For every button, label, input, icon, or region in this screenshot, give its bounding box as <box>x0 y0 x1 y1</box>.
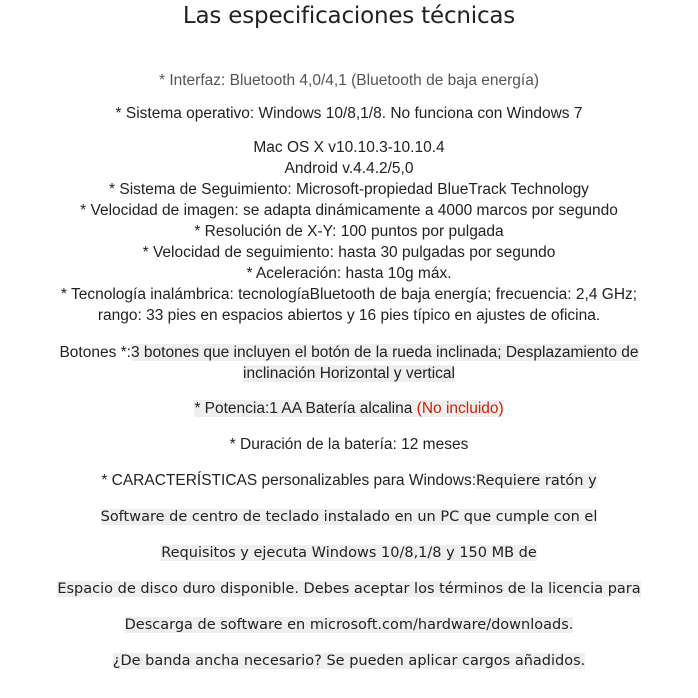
custom-text-3: Requisitos y ejecuta Windows 10/8,1/8 y 150 MB de <box>161 545 537 561</box>
spec-wireless-2: rango: 33 pies en espacios abiertos y 16 pies típico en ajustes de oficina. <box>97 307 601 324</box>
power-prefix: * Potencia: <box>194 400 270 417</box>
spec-tracking-speed: * Velocidad de seguimiento: hasta 30 pulgadas por segundo <box>142 244 556 261</box>
custom-text-6: ¿De banda ancha necesario? Se pueden aplicar cargos añadidos. <box>112 653 586 669</box>
buttons-prefix: Botones *: <box>59 344 131 361</box>
spec-interface: * Interfaz: Bluetooth 4,0/4,1 (Bluetooth de baja energía) <box>158 72 539 89</box>
buttons-text: 3 botones que incluyen el botón de la rueda inclinada; Desplazamiento de <box>130 344 639 361</box>
spec-battery-life: * Duración de la batería: 12 meses <box>229 436 469 453</box>
spec-power <box>0 400 698 418</box>
spec-android: Android v.4.4.2/5,0 <box>284 160 414 177</box>
spec-custom-6 <box>0 652 698 670</box>
spec-image-speed: * Velocidad de imagen: se adapta dinámicamente a 4000 marcos por segundo <box>80 202 618 219</box>
spec-buttons-2 <box>0 365 698 383</box>
spec-wireless-1: * Tecnología inalámbrica: tecnologíaBluetooth de baja energía; frecuencia: 2,4 GHz; <box>60 286 638 303</box>
custom-text-2: Software de centro de teclado instalado en un PC que cumple con el <box>100 509 598 525</box>
spec-mac: Mac OS X v10.10.3-10.10.4 <box>253 139 445 156</box>
spec-tracking-system: * Sistema de Seguimiento: Microsoft-propiedad BlueTrack Technology <box>109 181 589 198</box>
spec-os: * Sistema operativo: Windows 10/8,1/8. No funciona con Windows 7 <box>115 105 583 122</box>
spec-custom-5 <box>0 616 698 634</box>
spec-custom-4 <box>0 580 698 598</box>
spec-custom-3 <box>0 544 698 562</box>
power-note: (No incluido) <box>416 400 504 417</box>
custom-text-4: Espacio de disco duro disponible. Debes aceptar los términos de la licencia para <box>57 581 641 597</box>
buttons-text-2: inclinación Horizontal y vertical <box>243 365 455 382</box>
custom-text-5: Descarga de software en microsoft.com/hardware/downloads. <box>124 617 574 633</box>
spec-resolution: * Resolución de X-Y: 100 puntos por pulgada <box>194 223 504 240</box>
custom-text-1: Requiere ratón y <box>476 473 597 489</box>
spec-acceleration: * Aceleración: hasta 10g máx. <box>246 265 452 282</box>
spec-custom-1 <box>0 472 698 490</box>
power-text: 1 AA Batería alcalina <box>269 400 417 417</box>
custom-prefix: * CARACTERÍSTICAS personalizables para Windows: <box>101 472 477 489</box>
spec-buttons-1 <box>0 344 698 362</box>
spec-custom-2 <box>0 508 698 526</box>
page-title: Las especificaciones técnicas <box>182 3 516 29</box>
